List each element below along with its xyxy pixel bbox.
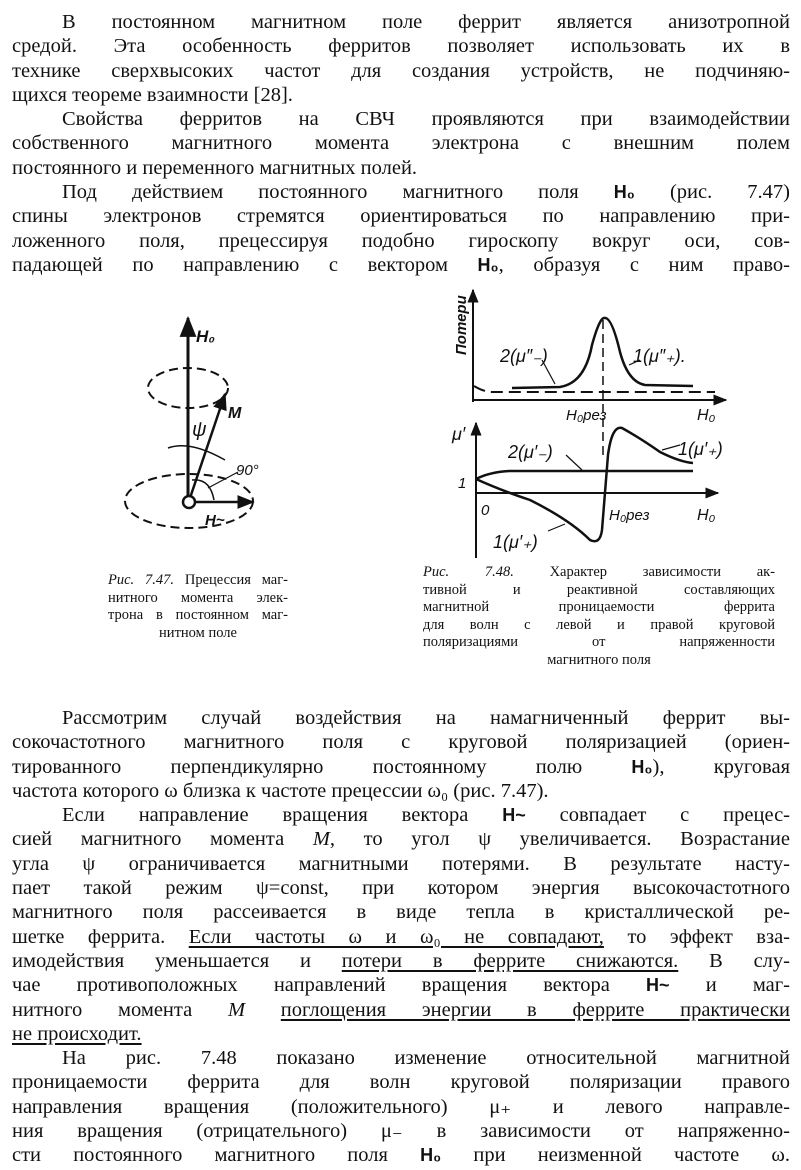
text-segment: Рассмотрим случай воздействия на намагниченный феррит вы- xyxy=(62,707,790,729)
text-line xyxy=(12,827,790,851)
h0res-top-label: H₀рез xyxy=(566,407,607,424)
text-line xyxy=(12,1046,790,1070)
caption-line: Прецессия маг- xyxy=(184,572,289,588)
text-segment: M xyxy=(312,828,330,851)
text-line xyxy=(12,973,790,997)
one-tick-label: 1 xyxy=(458,475,467,492)
mu2-loss-label: 2(μ″₋) xyxy=(500,346,548,366)
underlined-text: не происходит. xyxy=(12,1022,142,1045)
text-segment: Под действием постоянного магнитного поля xyxy=(62,181,614,204)
m-label: M xyxy=(228,405,242,422)
caption-number: Рис. 7.47. xyxy=(108,572,175,588)
h0res-bottom-label: H₀рез xyxy=(609,507,650,524)
text-segment: средой. Эта особенность ферритов позволяет использовать их в xyxy=(12,35,790,58)
text-segment: магнитного поля рассеивается в виде тепла в кристаллической ре- xyxy=(12,901,790,924)
underlined-text: поглощения энергии в феррите практически xyxy=(280,998,790,1021)
h0-top-label: H₀ xyxy=(697,407,716,424)
text-line xyxy=(12,779,790,803)
text-segment: На рис. 7.48 показано изменение относительной магнитной xyxy=(62,1047,790,1070)
text-segment: , то угол ψ увеличивается. Возрастание xyxy=(329,828,790,851)
text-segment: ния вращения (отрицательного) μ₋ в зависимости от напряженно- xyxy=(12,1120,790,1143)
h-tilde-label: H~ xyxy=(205,512,225,529)
text-segment: Свойства ферритов на СВЧ проявляются при взаимодействии xyxy=(62,108,790,131)
h0-label: H₀ xyxy=(196,327,215,346)
text-line xyxy=(12,925,790,949)
text-segment: M xyxy=(227,998,246,1021)
mu2-label: 2(μ′₋) xyxy=(508,442,553,462)
text-segment: то эффект вза- xyxy=(603,925,790,948)
text-segment: ), круговая xyxy=(652,755,790,778)
leader-line xyxy=(548,524,565,531)
caption-line: Характер зависимости ак- xyxy=(549,564,776,580)
text-segment: (рис. 7.47) xyxy=(634,181,790,204)
angle-90-label: 90° xyxy=(236,462,259,479)
text-segment: проницаемости феррита для волн круговой поляризации правого xyxy=(12,1071,790,1094)
text-segment xyxy=(245,999,281,1021)
psi-label: ψ xyxy=(192,419,207,441)
mu-prime-axis-label: μ′ xyxy=(452,424,466,444)
text-line xyxy=(12,949,790,973)
psi-angle-arc xyxy=(168,446,225,460)
text-segment: и маг- xyxy=(669,974,790,997)
vector-symbol: H₀ xyxy=(420,1145,442,1166)
caption-line: магнитного поля xyxy=(547,651,651,668)
text-segment: пает такой режим ψ=const, при котором энергия высокочастотного xyxy=(12,877,790,900)
vector-symbol: H₀ xyxy=(631,756,653,777)
losses-axis-label: Потери xyxy=(453,295,470,355)
mu1-top-label: 1(μ′₊) xyxy=(678,439,723,459)
angle-leader-line xyxy=(208,472,238,488)
caption-line: для волн с левой и правой круговой xyxy=(423,616,775,633)
text-segment: имодействия уменьшается и xyxy=(12,949,342,972)
text-line xyxy=(12,755,790,779)
text-segment: сокочастотного магнитного поля с круговой поляризацией (ориен- xyxy=(12,731,790,754)
text-segment: , образуя с ним право- xyxy=(498,253,790,276)
text-line xyxy=(12,1143,790,1167)
text-block-bottom xyxy=(12,706,790,1168)
text-segment: чае противоположных направлений вращения вектора xyxy=(12,974,647,997)
text-segment: частота которого ω близка к частоте прецессии ω₀ (рис. 7.47). xyxy=(12,779,549,802)
vector-symbol: H₀ xyxy=(477,254,499,275)
text-line xyxy=(12,1070,790,1094)
text-line xyxy=(12,1119,790,1143)
mu2-curve xyxy=(476,471,693,479)
text-segment: тированного перпендикулярно постоянному полю xyxy=(12,755,632,778)
text-segment: В постоянном магнитном поле феррит является анизотропной xyxy=(62,11,790,33)
text-segment: направления вращения (положительного) μ₊ и левого направле- xyxy=(12,1095,790,1118)
caption-line: нитного момента элек- xyxy=(108,589,288,606)
text-line xyxy=(12,803,790,827)
text-segment: сией магнитного момента xyxy=(12,828,313,851)
figure-7-48-caption xyxy=(423,564,775,669)
text-line xyxy=(12,730,790,754)
vector-symbol: H₀ xyxy=(613,182,635,203)
electron-circle xyxy=(183,496,195,508)
text-line xyxy=(12,852,790,876)
text-line xyxy=(12,1095,790,1119)
text-line xyxy=(12,900,790,924)
text-line xyxy=(12,1022,790,1046)
text-line xyxy=(12,998,790,1022)
precession-diagram xyxy=(125,318,253,528)
leader-line xyxy=(566,455,582,470)
vector-symbol: H~ xyxy=(502,805,526,826)
h0-bottom-label: H₀ xyxy=(697,507,716,524)
text-segment: В слу- xyxy=(678,949,790,972)
text-line xyxy=(12,706,790,730)
mu1-bottom-label: 1(μ′₊) xyxy=(493,532,538,552)
underlined-text: потери в феррите снижаются. xyxy=(341,949,679,972)
text-segment: сти постоянного магнитного поля xyxy=(12,1144,421,1167)
caption-line: поляризациями от напряженности xyxy=(423,634,775,650)
text-line xyxy=(12,876,790,900)
figure-7-47-caption xyxy=(108,572,288,642)
caption-line: магнитной проницаемости феррита xyxy=(423,599,775,615)
text-segment: щихся теореме взаимности [28]. xyxy=(12,83,293,106)
text-segment: собственного магнитного момента электрона с внешним полем xyxy=(12,132,790,155)
zero-tick-label: 0 xyxy=(481,502,490,519)
caption-line: тивной и реактивной составляющих xyxy=(423,581,775,598)
text-segment: совпадает с прецес- xyxy=(525,804,790,827)
underlined-text: Если частоты ω и ω₀ не совпадают, xyxy=(188,925,604,948)
mu1-loss-label: 1(μ″₊). xyxy=(633,346,686,366)
permeability-graphs xyxy=(473,290,726,558)
caption-line: трона в постоянном маг- xyxy=(108,607,288,623)
text-segment: нитного момента xyxy=(12,998,228,1021)
text-segment: угла ψ ограничивается магнитными потерями. В результате насту- xyxy=(12,852,790,875)
text-segment: при неизменной частоте ω. xyxy=(441,1144,790,1167)
text-segment: шетке феррита. xyxy=(12,925,189,948)
caption-line: нитном поле xyxy=(159,624,237,641)
text-segment: Если направление вращения вектора xyxy=(62,804,503,827)
text-segment: падающей по направлению с вектором xyxy=(12,253,478,276)
vector-symbol: H~ xyxy=(646,975,670,996)
text-segment: ложенного поля, прецессируя подобно гироскопу вокруг оси, сов- xyxy=(12,229,790,252)
text-segment: постоянного и переменного магнитных полей. xyxy=(12,156,418,179)
caption-number: Рис. 7.48. xyxy=(423,564,514,580)
text-segment: технике сверхвысоких частот для создания устройств, не подчиняю- xyxy=(12,59,790,82)
text-segment: спины электронов стремятся ориентироваться по направлению при- xyxy=(12,205,790,228)
